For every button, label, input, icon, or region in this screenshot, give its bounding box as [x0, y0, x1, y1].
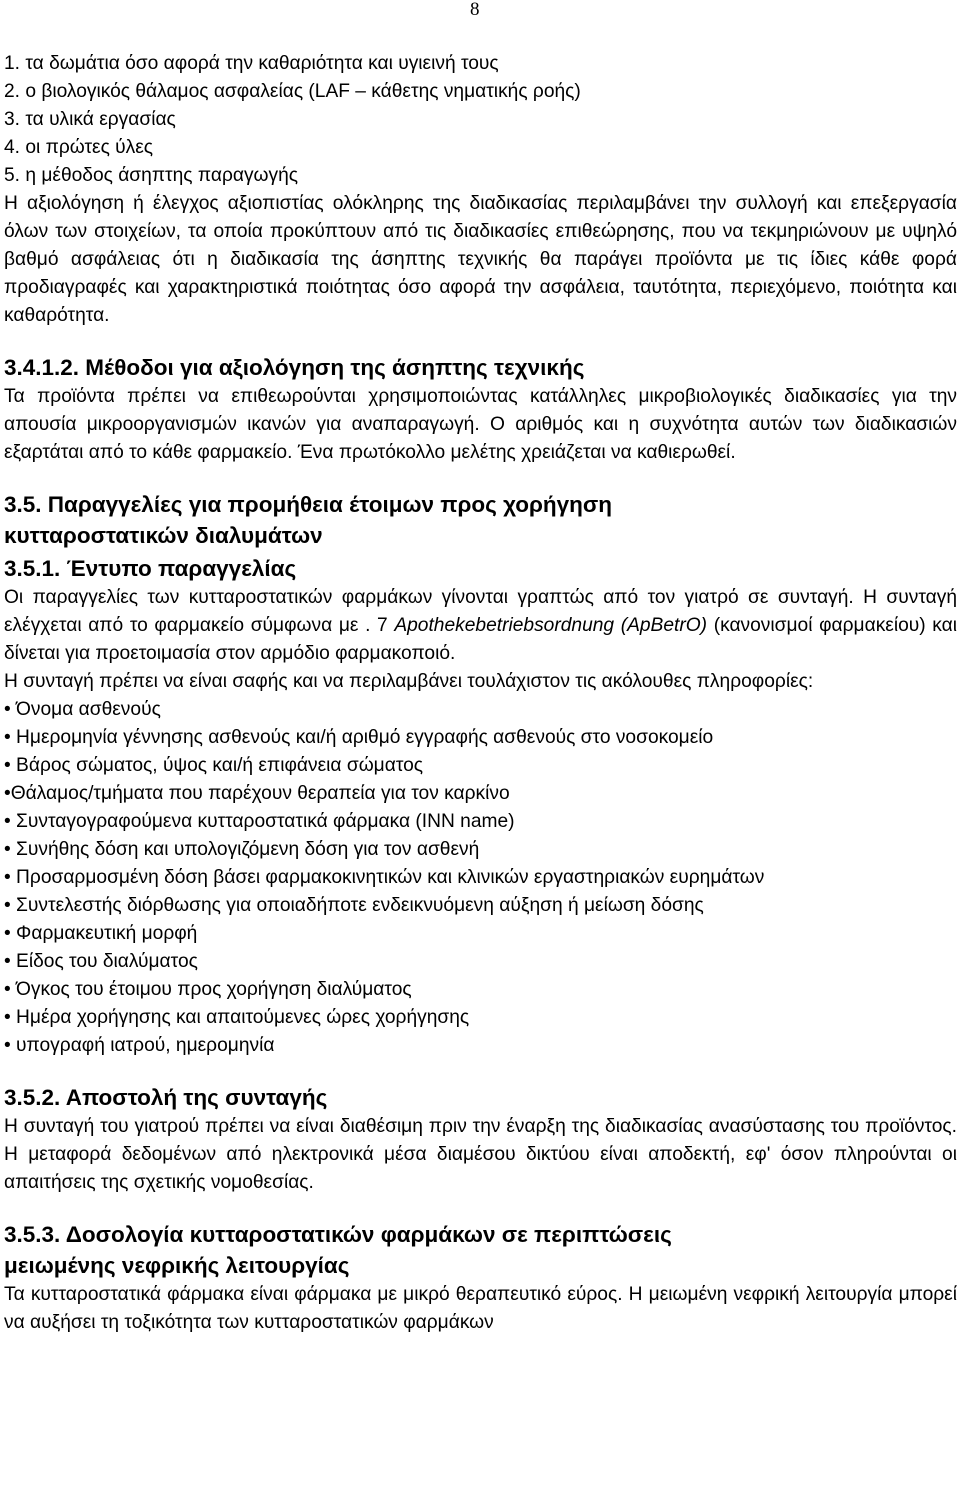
- heading-3-5-3-line1: 3.5.3. Δοσολογία κυτταροστατικών φαρμάκων σε περιπτώσεις: [4, 1222, 672, 1247]
- paragraph-dosage: Τα κυτταροστατικά φάρμακα είναι φάρμακα με μικρό θεραπευτικό εύρος. Η μειωμένη νεφρική λειτουργία μπορεί να αυξήσει τη τοξικότητα των κυτταροστατικών φαρμάκων: [4, 1284, 957, 1333]
- heading-3-5-line2: κυτταροστατικών διαλυμάτων: [4, 523, 323, 548]
- list-item: 3. τα υλικά εργασίας: [4, 109, 176, 130]
- paragraph-validation: Η αξιολόγηση ή έλεγχος αξιοπιστίας ολόκληρης της διαδικασίας περιλαμβάνει την συλλογή και επεξεργασία όλων των στοιχείων, τα οποία προκύπτουν από τις διαδικασίες επιθεώρησης, που να τεκμηριώνουν με υψηλό βαθμό ασφάλειας ότι η διαδικασία της άσηπτης τεχνικής θα παράγει προϊόντα με τις ίδιες κάθε φορά προδιαγραφές και χαρακτηριστικά ποιότητας όσο αφορά την ασφάλεια, ταυτότητα, περιεχόμενο, ποιότητα και καθαρότητα.: [4, 193, 957, 326]
- list-item: • Όγκος του έτοιμου προς χορήγηση διαλύματος: [4, 979, 412, 1000]
- paragraph-order-start: Οι παραγγελίες των κυτταροστατικών φαρμάκων γίνονται γραπτώς από τον γιατρό σε συνταγή. Η συνταγή ελέγχεται από το φαρμακείο σύμφωνα με: [4, 587, 957, 636]
- paragraph-order: [4, 584, 957, 668]
- list-item: • Είδος του διαλύματος: [4, 951, 198, 972]
- heading-3-5-2: 3.5.2. Αποστολή της συνταγής: [4, 1085, 328, 1110]
- paragraph-order-info: Η συνταγή πρέπει να είναι σαφής και να περιλαμβάνει τουλάχιστον τις ακόλουθες πληροφορίες:: [4, 671, 814, 692]
- heading-3-5: [4, 489, 957, 551]
- heading-3-5-1: 3.5.1. Έντυπο παραγγελίας: [4, 556, 297, 581]
- list-item: • Συνταγογραφούμενα κυτταροστατικά φάρμακα (INN name): [4, 811, 515, 832]
- list-item: • Συνήθης δόση και υπολογιζόμενη δόση για τον ασθενή: [4, 839, 480, 860]
- list-item: 5. η μέθοδος άσηπτης παραγωγής: [4, 165, 299, 186]
- regulation-name: Apothekebetriebsordnung (ApBetrO): [394, 615, 708, 636]
- list-item: • Όνομα ασθενούς: [4, 699, 161, 720]
- numbered-list: [4, 50, 957, 190]
- heading-3-5-3: [4, 1219, 957, 1281]
- paragraph-methods: Τα προϊόντα πρέπει να επιθεωρούνται χρησιμοποιώντας κατάλληλες μικροβιολογικές διαδικασίες για την απουσία μικροοργανισμών ικανών για αναπαραγωγή. Ο αριθμός και η συχνότητα αυτών των διαδικασιών εξαρτάται από το κάθε φαρμακείο. Ένα πρωτόκολλο μελέτης χρειάζεται να καθιερωθεί.: [4, 386, 957, 463]
- paragraph-order-mid: . 7: [365, 615, 395, 636]
- heading-3-5-line1: 3.5. Παραγγελίες για προμήθεια έτοιμων προς χορήγηση: [4, 492, 613, 517]
- list-item: 2. ο βιολογικός θάλαμος ασφαλείας (LAF – κάθετης νηματικής ροής): [4, 81, 581, 102]
- list-item: • Συντελεστής διόρθωσης για οποιαδήποτε ενδεικνυόμενη αύξηση ή μείωση δόσης: [4, 895, 704, 916]
- document-body: [4, 50, 957, 1337]
- list-item: • υπογραφή ιατρού, ημερομηνία: [4, 1035, 275, 1056]
- page-number: 8: [470, 0, 480, 20]
- list-item: •Θάλαμος/τμήματα που παρέχουν θεραπεία για τον καρκίνο: [4, 783, 510, 804]
- list-item: • Προσαρμοσμένη δόση βάσει φαρμακοκινητικών και κλινικών εργαστηριακών ευρημάτων: [4, 867, 765, 888]
- paragraph-send: Η συνταγή του γιατρού πρέπει να είναι διαθέσιμη πριν την έναρξη της διαδικασίας ανασύστασης του προϊόντος. Η μεταφορά δεδομένων από ηλεκτρονικά μέσα διαμέσου δικτύου είναι αποδεκτή, εφ' όσον πληρούνται οι απαιτήσεις της σχετικής νομοθεσίας.: [4, 1116, 957, 1193]
- list-item: • Βάρος σώματος, ύψος και/ή επιφάνεια σώματος: [4, 755, 424, 776]
- list-item: 4. οι πρώτες ύλες: [4, 137, 154, 158]
- list-item: 1. τα δωμάτια όσο αφορά την καθαριότητα και υγιεινή τους: [4, 53, 499, 74]
- list-item: • Ημερομηνία γέννησης ασθενούς και/ή αριθμό εγγραφής ασθενούς στο νοσοκομείο: [4, 727, 714, 748]
- required-info-list: [4, 696, 957, 1060]
- paragraph-order-end: (κανονισμοί φαρμακείου) και δίνεται για προετοιμασία στον αρμόδιο φαρμακοποιό.: [4, 615, 958, 664]
- heading-3-4-1-2: 3.4.1.2. Μέθοδοι για αξιολόγηση της άσηπτης τεχνικής: [4, 355, 585, 380]
- list-item: • Ημέρα χορήγησης και απαιτούμενες ώρες χορήγησης: [4, 1007, 470, 1028]
- list-item: • Φαρμακευτική μορφή: [4, 923, 198, 944]
- heading-3-5-3-line2: μειωμένης νεφρικής λειτουργίας: [4, 1253, 350, 1278]
